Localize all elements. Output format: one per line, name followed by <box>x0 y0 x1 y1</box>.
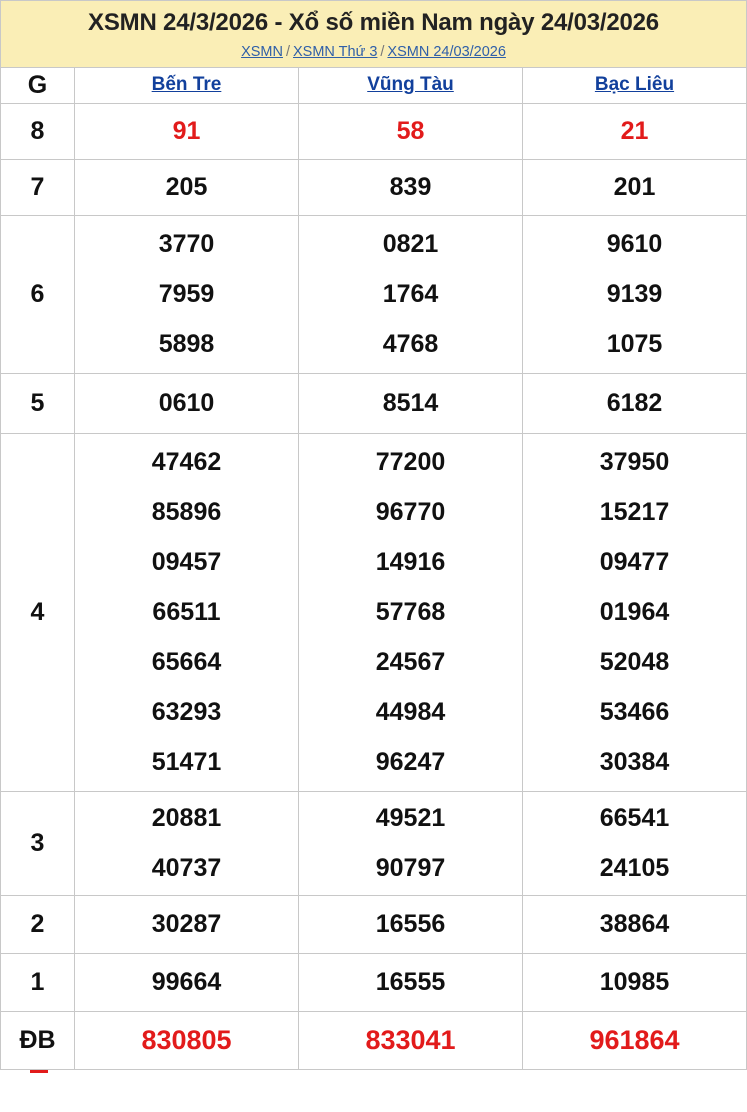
result-number: 40737 <box>151 854 222 883</box>
result-number: 24567 <box>375 648 446 677</box>
table-row <box>1 953 747 1011</box>
result-number: 16555 <box>375 968 446 997</box>
table-header-row <box>1 67 747 103</box>
lottery-results-table <box>0 67 747 1070</box>
prize-label: ĐB <box>1 1011 75 1069</box>
result-cell-ben-tre <box>75 953 299 1011</box>
result-cell-bac-lieu <box>523 373 747 433</box>
result-cell-bac-lieu <box>523 953 747 1011</box>
result-number: 830805 <box>141 1025 232 1056</box>
table-row <box>1 159 747 215</box>
result-cell-vung-tau <box>299 103 523 159</box>
result-number: 58 <box>396 117 425 146</box>
table-row <box>1 791 747 895</box>
result-number: 7959 <box>158 280 215 309</box>
table-row <box>1 215 747 373</box>
result-number: 15217 <box>599 498 670 527</box>
result-number: 8514 <box>382 389 439 418</box>
result-number: 14916 <box>375 548 446 577</box>
result-number: 30384 <box>599 748 670 777</box>
result-cell-ben-tre <box>75 103 299 159</box>
result-number: 57768 <box>375 598 446 627</box>
breadcrumb-item-xsmn-date[interactable]: XSMN 24/03/2026 <box>387 43 506 60</box>
result-number: 96770 <box>375 498 446 527</box>
result-cell-vung-tau <box>299 895 523 953</box>
result-cell-vung-tau <box>299 791 523 895</box>
column-header-ben-tre <box>75 67 299 103</box>
result-number: 4768 <box>382 330 439 359</box>
result-number: 85896 <box>151 498 222 527</box>
result-cell-vung-tau <box>299 433 523 791</box>
page-title: XSMN 24/3/2026 - Xổ số miền Nam ngày 24/03/2026 <box>88 9 659 36</box>
result-cell-ben-tre <box>75 373 299 433</box>
result-number: 10985 <box>599 968 670 997</box>
result-cell-ben-tre <box>75 215 299 373</box>
footer-accent-mark <box>30 1070 48 1076</box>
result-number: 20881 <box>151 804 222 833</box>
result-cell-bac-lieu <box>523 103 747 159</box>
result-number: 5898 <box>158 330 215 359</box>
footer-strip <box>0 1070 747 1078</box>
result-number: 91 <box>172 117 201 146</box>
column-header-bac-lieu <box>523 67 747 103</box>
result-number: 66541 <box>599 804 670 833</box>
province-link-vung-tau[interactable]: Vũng Tàu <box>367 74 454 96</box>
result-cell-vung-tau <box>299 159 523 215</box>
result-cell-ben-tre <box>75 433 299 791</box>
result-cell-bac-lieu <box>523 215 747 373</box>
result-number: 1764 <box>382 280 439 309</box>
result-cell-ben-tre <box>75 895 299 953</box>
result-number: 3770 <box>158 230 215 259</box>
result-number: 0610 <box>158 389 215 418</box>
prize-label: 8 <box>1 103 75 159</box>
result-number: 01964 <box>599 598 670 627</box>
result-number: 6182 <box>606 389 663 418</box>
breadcrumb-item-xsmn-thu-3[interactable]: XSMN Thứ 3 <box>293 43 378 60</box>
result-number: 09477 <box>599 548 670 577</box>
result-number: 44984 <box>375 698 446 727</box>
result-cell-vung-tau <box>299 1011 523 1069</box>
prize-label: 7 <box>1 159 75 215</box>
result-cell-vung-tau <box>299 953 523 1011</box>
result-cell-ben-tre <box>75 791 299 895</box>
prize-label: 5 <box>1 373 75 433</box>
table-row <box>1 373 747 433</box>
prize-label: 1 <box>1 953 75 1011</box>
result-cell-vung-tau <box>299 215 523 373</box>
result-number: 37950 <box>599 448 670 477</box>
table-row <box>1 103 747 159</box>
breadcrumb-separator-2: / <box>380 43 385 60</box>
result-number: 63293 <box>151 698 222 727</box>
result-cell-bac-lieu <box>523 895 747 953</box>
province-link-ben-tre[interactable]: Bến Tre <box>151 74 222 96</box>
result-number: 38864 <box>599 910 670 939</box>
result-number: 66511 <box>152 598 221 627</box>
column-header-vung-tau <box>299 67 523 103</box>
result-number: 16556 <box>375 910 446 939</box>
result-number: 09457 <box>151 548 222 577</box>
result-number: 21 <box>620 117 649 146</box>
prize-label: 4 <box>1 433 75 791</box>
result-number: 52048 <box>599 648 670 677</box>
page-header <box>0 0 747 67</box>
province-link-bac-lieu[interactable]: Bạc Liêu <box>594 74 675 96</box>
result-cell-vung-tau <box>299 373 523 433</box>
table-row <box>1 895 747 953</box>
result-number: 49521 <box>375 804 446 833</box>
result-number: 96247 <box>375 748 446 777</box>
column-header-prize: G <box>1 67 75 103</box>
result-number: 53466 <box>599 698 670 727</box>
breadcrumb-item-xsmn[interactable]: XSMN <box>241 43 283 60</box>
table-row <box>1 1011 747 1069</box>
result-cell-bac-lieu <box>523 433 747 791</box>
prize-label: 2 <box>1 895 75 953</box>
result-number: 9610 <box>606 230 663 259</box>
result-number: 9139 <box>606 280 663 309</box>
result-cell-ben-tre <box>75 159 299 215</box>
result-cell-ben-tre <box>75 1011 299 1069</box>
result-number: 205 <box>165 173 208 202</box>
result-number: 99664 <box>151 968 222 997</box>
result-number: 24105 <box>599 854 670 883</box>
result-cell-bac-lieu <box>523 791 747 895</box>
result-number: 1075 <box>606 330 663 359</box>
table-row <box>1 433 747 791</box>
prize-label: 3 <box>1 791 75 895</box>
result-number: 77200 <box>375 448 446 477</box>
prize-label: 6 <box>1 215 75 373</box>
result-number: 961864 <box>589 1025 680 1056</box>
result-number: 90797 <box>375 854 446 883</box>
result-number: 839 <box>389 173 432 202</box>
result-number: 0821 <box>382 230 439 259</box>
result-number: 65664 <box>151 648 222 677</box>
result-number: 201 <box>613 173 656 202</box>
result-number: 30287 <box>151 910 222 939</box>
breadcrumb <box>7 44 740 61</box>
result-number: 51471 <box>151 748 222 777</box>
result-cell-bac-lieu <box>523 159 747 215</box>
result-cell-bac-lieu <box>523 1011 747 1069</box>
result-number: 47462 <box>151 448 222 477</box>
result-number: 833041 <box>365 1025 456 1056</box>
breadcrumb-separator-1: / <box>285 43 290 60</box>
